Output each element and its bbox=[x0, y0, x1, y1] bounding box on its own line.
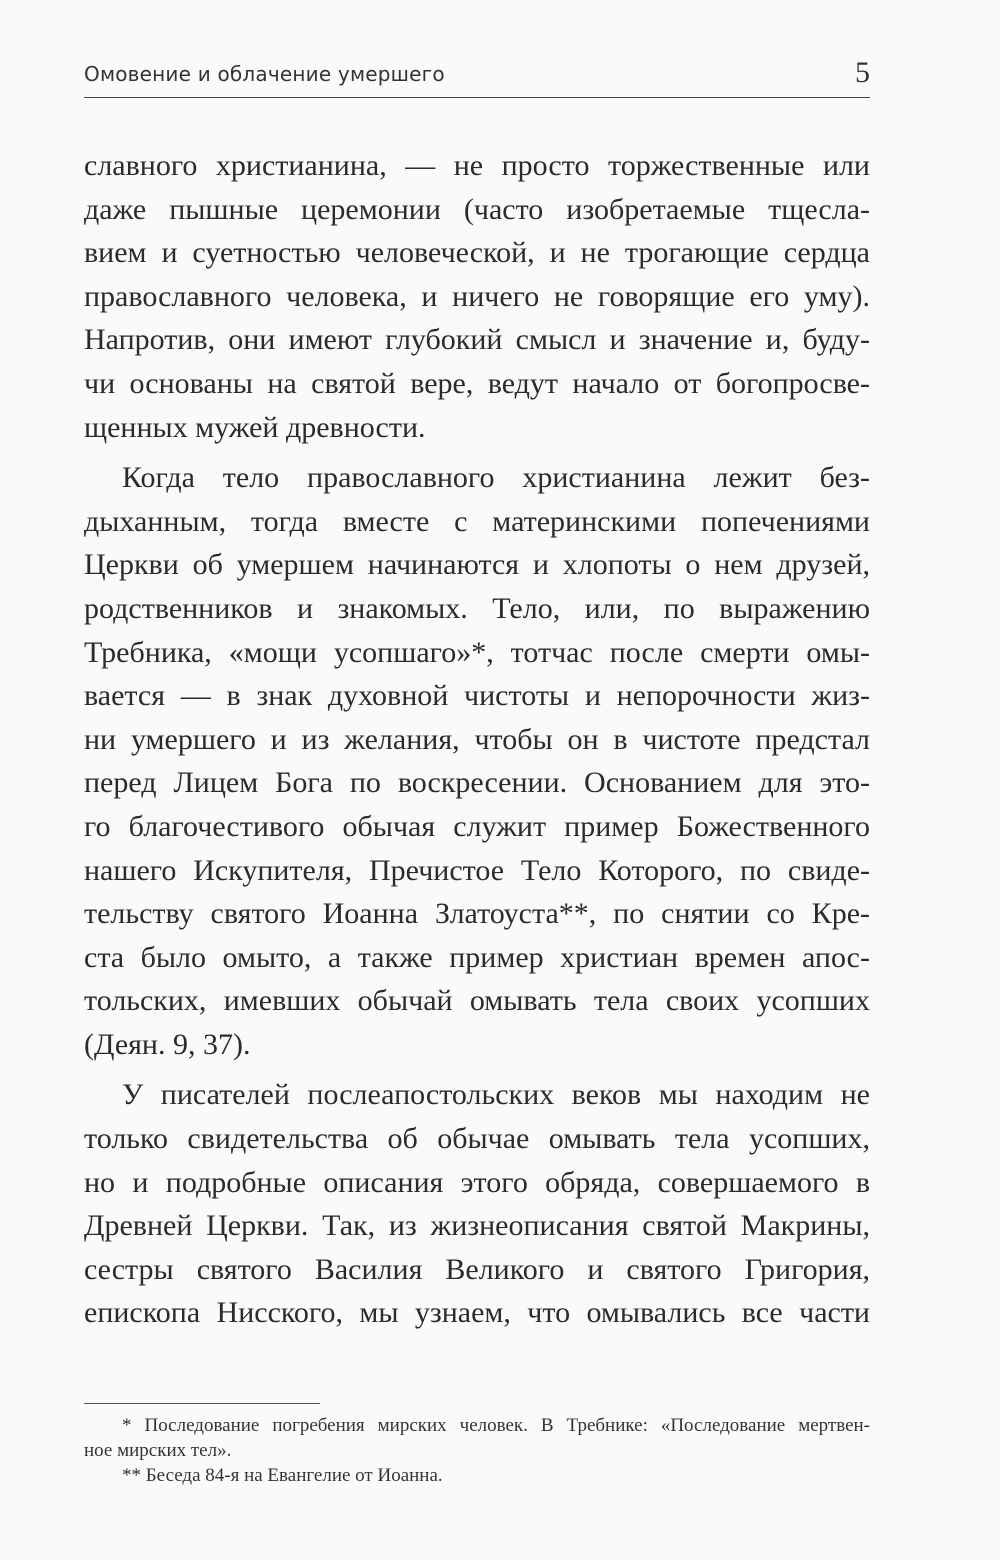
text-line: У писателей послеапостольских веков мы находим не bbox=[122, 1078, 870, 1112]
text-line: дыханным, тогда вместе с материнскими попечениями bbox=[84, 504, 870, 538]
text-line: чи основаны на святой вере, ведут начало от богопросве- bbox=[84, 366, 870, 400]
text-line: щенных мужей древности. bbox=[84, 410, 426, 444]
text-line: только свидетельства об обычае омывать тела усопших, bbox=[84, 1122, 870, 1156]
footnote-1-line-2: ное мирских тел». bbox=[84, 1440, 232, 1461]
body-text bbox=[84, 144, 870, 1335]
text-line: Напротив, они имеют глубокий смысл и значение и, буду- bbox=[84, 323, 870, 357]
text-line: родственников и знакомых. Тело, или, по выражению bbox=[84, 591, 870, 625]
text-line: православного человека, и ничего не говорящие его уму). bbox=[84, 279, 870, 313]
text-line: тельству святого Иоанна Златоуста**, по снятии со Кре- bbox=[84, 897, 870, 931]
header-rule bbox=[84, 97, 870, 98]
paragraph-gap bbox=[84, 1066, 870, 1073]
text-line: сестры святого Василия Великого и святого Григория, bbox=[84, 1252, 870, 1286]
text-line: го благочестивого обычая служит пример Божественного bbox=[84, 809, 870, 843]
text-line: вается — в знак духовной чистоты и непорочности жиз- bbox=[84, 679, 870, 713]
text-line: Когда тело православного христианина лежит без- bbox=[122, 461, 870, 495]
text-line: вием и суетностью человеческой, и не трогающие сердца bbox=[84, 236, 870, 270]
paragraph-2 bbox=[84, 456, 870, 1066]
text-line: Требника, «мощи усопшаго»*, тотчас после смерти омы- bbox=[84, 635, 870, 669]
text-line: (Деян. 9, 37). bbox=[84, 1027, 251, 1061]
running-header bbox=[84, 58, 870, 98]
text-line: славного христианина, — не просто торжественные или bbox=[84, 149, 870, 182]
text-line: но и подробные описания этого обряда, совершаемого в bbox=[84, 1165, 870, 1199]
text-line: ни умершего и из желания, чтобы он в чистоте предстал bbox=[84, 722, 870, 756]
footnote-1-line-1: * Последование погребения мирских человек. В Требнике: «Последование мертвен- bbox=[122, 1415, 870, 1436]
text-line: тольских, имевших обычай омывать тела своих усопших bbox=[84, 984, 870, 1018]
text-line: ста было омыто, а также пример христиан времен апос- bbox=[84, 940, 870, 974]
page-number: 5 bbox=[855, 56, 870, 89]
text-line: нашего Искупителя, Пречистое Тело Которого, по свиде- bbox=[84, 853, 870, 887]
paragraph-1 bbox=[84, 144, 870, 449]
paragraph-3 bbox=[84, 1073, 870, 1335]
text-line: даже пышные церемонии (часто изобретаемые тщесла- bbox=[84, 192, 870, 226]
text-line: Церкви об умершем начинаются и хлопоты о нем друзей, bbox=[84, 548, 870, 582]
text-line: Древней Церкви. Так, из жизнеописания святой Макрины, bbox=[84, 1209, 870, 1243]
running-head-title: Омовение и облачение умершего bbox=[84, 62, 445, 86]
text-line: перед Лицем Бога по воскресении. Основанием для это- bbox=[84, 766, 870, 800]
paragraph-gap bbox=[84, 449, 870, 456]
text-line: епископа Нисского, мы узнаем, что омывались все части bbox=[84, 1296, 870, 1330]
footnote-rule bbox=[84, 1403, 320, 1404]
footnote-2: ** Беседа 84-я на Евангелие от Иоанна. bbox=[122, 1465, 443, 1486]
footnotes bbox=[84, 1413, 870, 1488]
